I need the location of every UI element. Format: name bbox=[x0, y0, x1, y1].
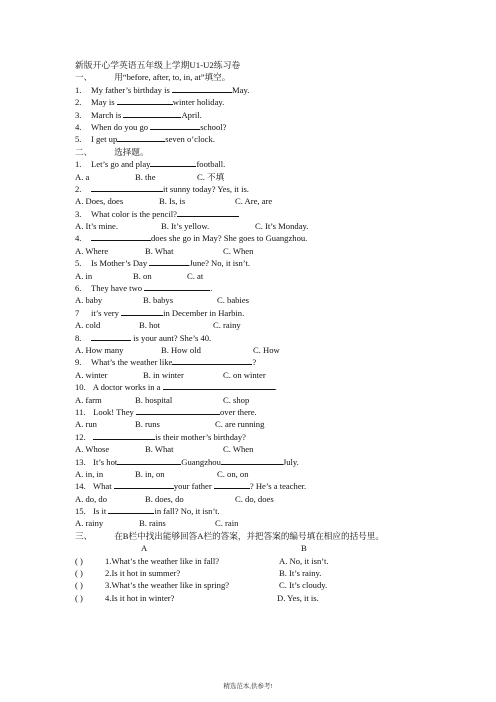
option-a[interactable]: A. a bbox=[75, 171, 90, 182]
question-3: 3. What color is the pencil? bbox=[75, 208, 475, 220]
answer-blank[interactable] bbox=[117, 96, 173, 105]
option-a[interactable]: A. run bbox=[75, 419, 97, 430]
fill-item-3: 3. March is April. bbox=[75, 109, 202, 120]
question-10: 10. A doctor works in a . bbox=[75, 382, 277, 393]
option-b[interactable]: B. What bbox=[145, 444, 174, 455]
question-6: 6. They have two . bbox=[75, 283, 213, 294]
option-c[interactable]: C. on, on bbox=[217, 468, 249, 479]
option-b[interactable]: B. in winter bbox=[143, 369, 184, 380]
column-b-header: B bbox=[301, 543, 307, 554]
option-b[interactable]: B. It’s yellow. bbox=[161, 221, 210, 232]
option-c[interactable]: C. 不填 bbox=[197, 171, 225, 182]
answer-parentheses[interactable]: ( ) bbox=[75, 580, 83, 591]
match-column-headers bbox=[75, 542, 475, 554]
column-b-answer: D. Yes, it is. bbox=[277, 592, 319, 603]
section-number: 三、 bbox=[75, 530, 93, 541]
answer-blank[interactable] bbox=[117, 456, 181, 465]
match-row-2 bbox=[75, 567, 475, 579]
column-a-question: 2.Is it hot in summer? bbox=[105, 568, 181, 579]
answer-blank[interactable] bbox=[121, 307, 163, 316]
option-b[interactable]: B. in, on bbox=[135, 468, 165, 479]
option-b[interactable]: B. runs bbox=[135, 419, 160, 430]
options-8 bbox=[75, 344, 475, 356]
option-b[interactable]: B. rains bbox=[139, 518, 166, 529]
option-a[interactable]: A. do, do bbox=[75, 493, 107, 504]
match-row-4 bbox=[75, 592, 475, 604]
column-a-header: A bbox=[141, 543, 148, 554]
answer-blank[interactable] bbox=[114, 480, 174, 489]
options-12 bbox=[75, 443, 475, 455]
answer-parentheses[interactable]: ( ) bbox=[75, 568, 83, 579]
question-15: 15. Is it in fall? No, it isn’t. bbox=[75, 506, 220, 517]
section-3-heading bbox=[75, 530, 475, 542]
fill-item-4: 4. When do you go school? bbox=[75, 121, 227, 132]
option-c[interactable]: C. When bbox=[223, 444, 254, 455]
option-a[interactable]: A. Does, does bbox=[75, 196, 124, 207]
option-b[interactable]: B. the bbox=[135, 171, 156, 182]
question-9: 9. What’s the weather like ? bbox=[75, 357, 257, 368]
answer-blank[interactable] bbox=[150, 158, 196, 167]
answer-blank[interactable] bbox=[149, 257, 189, 266]
option-a[interactable]: A. Whose bbox=[75, 444, 110, 455]
fill-item-2: 2. May is winter holiday. bbox=[75, 97, 225, 108]
column-b-answer: B. It’s rainy. bbox=[279, 568, 322, 579]
section-1-heading bbox=[75, 71, 475, 83]
page-footer: 精选范本,供参考! bbox=[223, 683, 273, 690]
options-13 bbox=[75, 468, 475, 480]
section-instruction: 用“before, after, to, in, at”填空。 bbox=[114, 72, 231, 83]
column-b-answer: A. No, it isn’t. bbox=[279, 555, 329, 566]
option-c[interactable]: C. at bbox=[187, 270, 204, 281]
options-15 bbox=[75, 517, 475, 529]
answer-blank[interactable] bbox=[123, 109, 181, 118]
answer-blank[interactable] bbox=[117, 133, 165, 142]
options-9 bbox=[75, 369, 475, 381]
answer-parentheses[interactable]: ( ) bbox=[75, 592, 83, 603]
options-2 bbox=[75, 195, 475, 207]
option-b[interactable]: B. What bbox=[145, 245, 174, 256]
option-a[interactable]: A. How many bbox=[75, 344, 124, 355]
answer-blank[interactable] bbox=[150, 121, 200, 130]
section-instruction: 选择题。 bbox=[114, 146, 149, 157]
options-5 bbox=[75, 270, 475, 282]
question-13: 13. It’s hot Guangzhou July. bbox=[75, 456, 299, 467]
answer-parentheses[interactable]: ( ) bbox=[75, 555, 83, 566]
option-c[interactable]: C. rainy bbox=[213, 320, 241, 331]
options-10 bbox=[75, 394, 475, 406]
section-number: 二、 bbox=[75, 146, 93, 157]
column-b-answer: C. It’s cloudy. bbox=[279, 580, 328, 591]
column-a-question: 1.What’s the weather like in fall? bbox=[105, 555, 220, 566]
option-c[interactable]: C. on winter bbox=[223, 369, 266, 380]
option-b[interactable]: B. How old bbox=[161, 344, 201, 355]
section-2-heading bbox=[75, 146, 475, 158]
option-b[interactable]: B. babys bbox=[143, 295, 174, 306]
options-14 bbox=[75, 493, 475, 505]
options-1 bbox=[75, 171, 475, 183]
question-2: 2. it sunny today? Yes, it is. bbox=[75, 183, 249, 194]
section-number: 一、 bbox=[75, 72, 93, 83]
option-c[interactable]: C. It’s Monday. bbox=[255, 221, 309, 232]
options-6 bbox=[75, 294, 475, 306]
option-c[interactable]: C. shop bbox=[223, 394, 250, 405]
document-body bbox=[75, 59, 475, 604]
answer-blank[interactable] bbox=[163, 381, 275, 390]
answer-blank[interactable] bbox=[172, 84, 232, 93]
options-7 bbox=[75, 319, 475, 331]
question-5: 5. Is Mother’s Day June? No, it isn’t. bbox=[75, 258, 251, 269]
option-a[interactable]: A. rainy bbox=[75, 518, 104, 529]
options-4 bbox=[75, 245, 475, 257]
answer-blank[interactable] bbox=[177, 208, 239, 217]
option-a[interactable]: A. winter bbox=[75, 369, 108, 380]
option-a[interactable]: A. in, in bbox=[75, 468, 104, 479]
question-8: 8. is your aunt? She’s 40. bbox=[75, 332, 212, 343]
option-c[interactable]: C. Are, are bbox=[235, 196, 273, 207]
option-c[interactable]: C. How bbox=[253, 344, 280, 355]
answer-blank[interactable] bbox=[144, 282, 210, 291]
section-instruction: 在B栏中找出能够回答A栏的答案，并把答案的编号填在相应的括号里。 bbox=[114, 530, 384, 541]
option-c[interactable]: C. do, does bbox=[235, 493, 274, 504]
option-a[interactable]: A. It’s mine. bbox=[75, 221, 118, 232]
question-14: 14. What your father ? He’s a teacher. bbox=[75, 481, 307, 492]
option-b[interactable]: B. hot bbox=[139, 320, 161, 331]
option-c[interactable]: C. When bbox=[223, 245, 254, 256]
option-c[interactable]: C. are running bbox=[215, 419, 265, 430]
column-a-question: 3.What’s the weather like in spring? bbox=[105, 580, 230, 591]
options-3 bbox=[75, 220, 475, 232]
match-row-1 bbox=[75, 555, 475, 567]
answer-blank[interactable] bbox=[91, 332, 131, 341]
answer-blank[interactable] bbox=[91, 232, 151, 241]
option-a[interactable]: A. in bbox=[75, 270, 93, 281]
column-a-question: 4.Is it hot in winter? bbox=[105, 592, 175, 603]
question-7: 7 it’s very in December in Harbin. bbox=[75, 307, 245, 318]
option-b[interactable]: B. Is, is bbox=[159, 196, 186, 207]
fill-item-5: 5. I get up seven o’clock. bbox=[75, 134, 215, 145]
answer-blank[interactable] bbox=[214, 480, 250, 489]
option-c[interactable]: C. babies bbox=[217, 295, 249, 306]
option-c[interactable]: C. rain bbox=[215, 518, 239, 529]
answer-blank[interactable] bbox=[172, 356, 252, 365]
answer-blank[interactable] bbox=[221, 456, 283, 465]
fill-item-1: 1. My father’s birthday is May. bbox=[75, 84, 250, 95]
options-11 bbox=[75, 418, 475, 430]
option-b[interactable]: B. on bbox=[133, 270, 152, 281]
option-b[interactable]: B. does, do bbox=[145, 493, 184, 504]
answer-blank[interactable] bbox=[108, 505, 154, 514]
answer-blank[interactable] bbox=[93, 431, 155, 440]
option-a[interactable]: A. farm bbox=[75, 394, 102, 405]
question-12: 12. is their mother’s birthday? bbox=[75, 431, 246, 442]
match-row-3 bbox=[75, 579, 475, 591]
question-4: 4. does she go in May? She goes to Guangzhou. bbox=[75, 233, 308, 244]
answer-blank[interactable] bbox=[91, 183, 163, 192]
answer-blank[interactable] bbox=[136, 406, 220, 415]
option-b[interactable]: B. hospital bbox=[135, 394, 173, 405]
page-title: 新版开心学英语五年级上学期U1-U2练习卷 bbox=[75, 60, 241, 70]
option-a[interactable]: A. cold bbox=[75, 320, 101, 331]
option-a[interactable]: A. baby bbox=[75, 295, 103, 306]
question-11: 11. Look! They over there. bbox=[75, 406, 257, 417]
question-1: 1. Let’s go and play football. bbox=[75, 159, 226, 170]
option-a[interactable]: A. Where bbox=[75, 245, 109, 256]
